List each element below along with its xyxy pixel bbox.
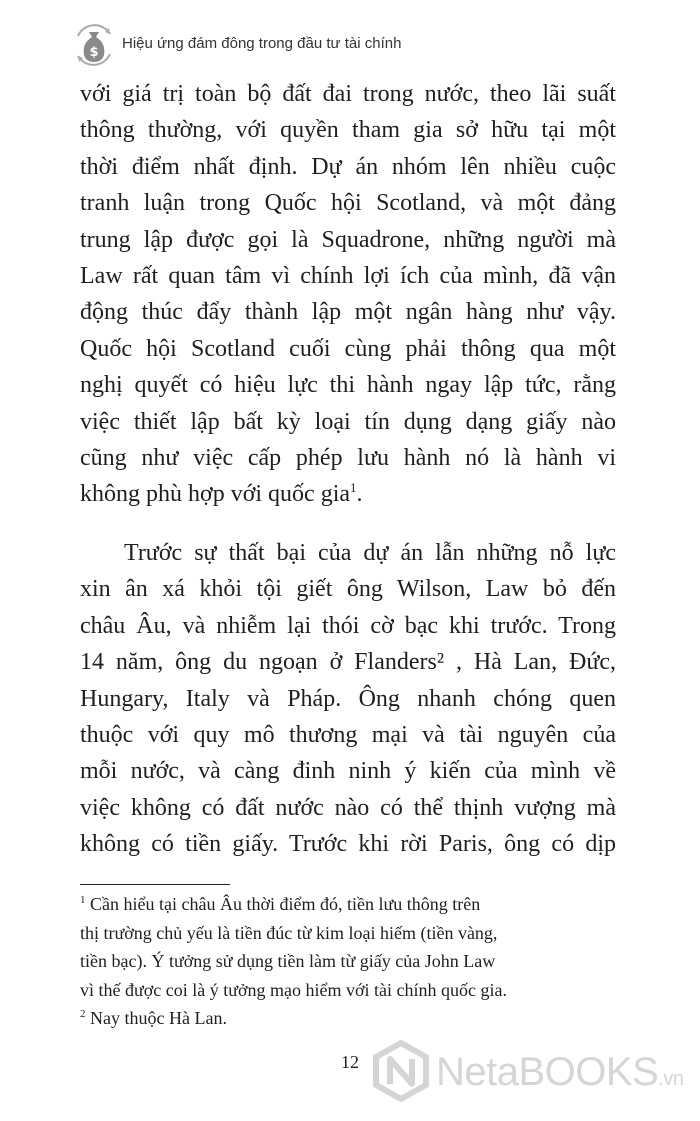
watermark [370, 1040, 690, 1104]
text-line: mỗi nước, và càng đinh ninh ý kiến của mình về [80, 758, 616, 785]
money-bag-icon [72, 22, 116, 68]
text-line: tranh luận trong Quốc hội Scotland, và một đảng [80, 190, 616, 217]
footnote-divider [80, 884, 230, 885]
footnote-text: Cần hiểu tại châu Âu thời điểm đó, tiền lưu thông trên [90, 894, 481, 914]
watermark-text [436, 1050, 683, 1095]
footnote-ref-1[interactable]: 1 [350, 480, 357, 496]
body-paragraph-2 [80, 535, 616, 863]
sentence-end: . [356, 481, 363, 508]
text-line: nghị quyết có hiệu lực thi hành ngay lập tức, rằng [80, 372, 616, 399]
text-line: xin ân xá khỏi tội giết ông Wilson, Law bỏ đến [80, 576, 616, 603]
running-header [72, 22, 672, 68]
text-line: việc thiết lập bất kỳ loại tín dụng dạng giấy nào [80, 408, 616, 435]
watermark-suffix: .vn [658, 1068, 684, 1090]
body-paragraph-1 [80, 76, 616, 513]
text-line: Law rất quan tâm vì chính lợi ích của mình, đã vận [80, 263, 616, 290]
text-line: Quốc hội Scotland cuối cùng phải thông qua một [80, 335, 616, 362]
footnote-line [80, 1004, 620, 1033]
watermark-brand: NetaBOOKS [436, 1050, 659, 1094]
text-line: cũng như việc cấp phép lưu hành nó là hành vi [80, 445, 616, 472]
footnote-number: 1 [80, 894, 86, 906]
footnote-text: Nay thuộc Hà Lan. [90, 1008, 227, 1029]
text-line-last [80, 476, 616, 512]
text-line: Hungary, Italy và Pháp. Ông nhanh chóng quen [80, 685, 616, 712]
text-line: thuộc với quy mô thương mại và tài nguyên của [80, 722, 616, 749]
footnotes [80, 890, 620, 1033]
text-line: Trước sự thất bại của dự án lẫn những nỗ lực [124, 540, 616, 566]
text-line: 14 năm, ông du ngoạn ở Flanders² , Hà Lan, Đức, [80, 649, 616, 676]
footnote-line [80, 890, 620, 919]
text-line: châu Âu, và nhiễm lại thói cờ bạc khi trước. Trong [80, 612, 616, 639]
text-line: động thúc đẩy thành lập một ngân hàng như vậy. [80, 299, 616, 326]
netabooks-logo-icon [370, 1040, 432, 1102]
footnote-2 [80, 1004, 620, 1033]
footnote-line: thị trường chủ yếu là tiền đúc từ kim loại hiếm (tiền vàng, [80, 922, 498, 943]
text-line: với giá trị toàn bộ đất đai trong nước, theo lãi suất [80, 81, 616, 107]
text-line: không phù hợp với quốc gia [80, 481, 351, 508]
header-title: Hiệu ứng đám đông trong đầu tư tài chính [122, 35, 402, 52]
footnote-number: 2 [80, 1008, 86, 1021]
footnote-1 [80, 890, 620, 1004]
text-line: không có tiền giấy. Trước khi rời Paris, ông có dịp [80, 831, 616, 858]
text-line: việc không có đất nước nào có thể thịnh vượng mà [80, 794, 616, 821]
footnote-line: vì thế được coi là ý tưởng mạo hiểm với tài chính quốc gia. [80, 979, 507, 1000]
page-number: 12 [341, 1052, 359, 1072]
text-line: thông thường, với quyền tham gia sở hữu tại một [80, 117, 616, 144]
text-line: trung lập được gọi là Squadrone, những người mà [80, 226, 616, 253]
footnote-line: tiền bạc). Ý tưởng sử dụng tiền làm từ giấy của John Law [80, 951, 496, 972]
svg-text:$: $ [89, 45, 99, 60]
text-line: thời điểm nhất định. Dự án nhóm lên nhiều cuộc [80, 153, 616, 180]
